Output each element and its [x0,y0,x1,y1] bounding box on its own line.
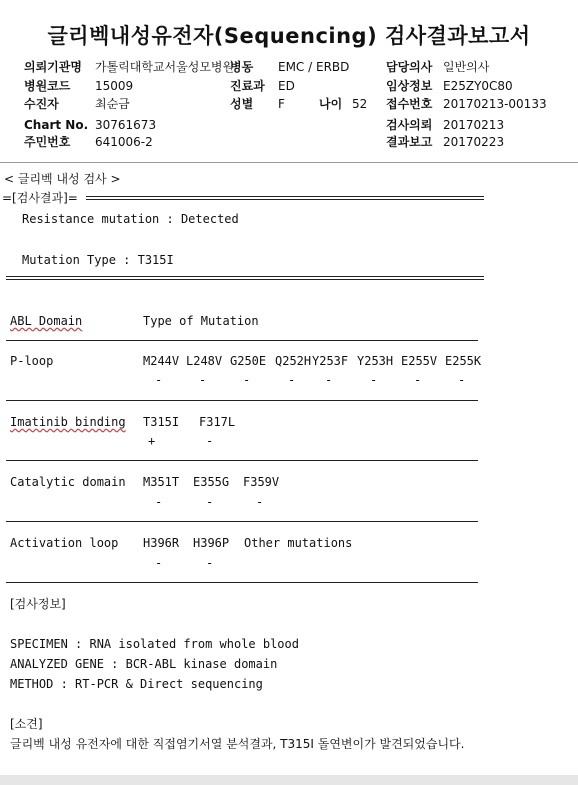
mutation-name: Other mutations [244,536,353,550]
mutation-name: F359V [243,475,280,489]
institution-value: 가톨릭대학교서울성모병원 [95,60,235,74]
receipt-label: 접수번호 [386,97,433,111]
receipt-value: 20170213-00133 [443,97,547,111]
result-header-rule [86,196,484,200]
table-rule [6,460,478,461]
chart-value: 30761673 [95,118,157,132]
mutation-name: G250E [230,354,267,368]
report-date-value: 20170223 [443,135,505,149]
mutation-name: E355G [193,475,230,489]
domain-label: Imatinib binding [10,415,126,429]
mutation-result: - [256,495,264,509]
hospital-code-label: 병원코드 [24,79,71,93]
specimen-line: SPECIMEN : RNA isolated from whole blood [10,637,299,651]
info-header: [검사정보] [10,597,66,611]
report-title: 글리벡내성유전자(Sequencing) 검사결과보고서 [47,24,531,48]
domain-label-wrap [10,415,126,429]
mutation-result: - [288,373,296,387]
method-line: METHOD : RT-PCR & Direct sequencing [10,677,263,691]
dept-label: 진료과 [230,79,265,93]
ward-label: 병동 [230,60,254,74]
mutation-result: - [414,373,422,387]
patient-label: 수진자 [24,97,59,111]
rrn-label: 주민번호 [24,135,71,149]
sex-label: 성별 [230,97,254,111]
ward-value: EMC / ERBD [278,60,350,74]
age-value: 52 [352,97,368,111]
mutation-name: M351T [143,475,180,489]
analyzed-gene-line: ANALYZED GENE : BCR-ABL kinase domain [10,657,278,671]
patient-value: 최순금 [95,97,130,111]
table-rule [6,400,478,401]
mutation-result: - [155,495,163,509]
mutation-name: Q252H [275,354,312,368]
mutation-name: M244V [143,354,180,368]
sex-value: F [278,97,285,111]
rrn-value: 641006-2 [95,135,153,149]
institution-label: 의뢰기관명 [24,60,82,74]
mutation-type-line: Mutation Type : T315I [22,253,174,267]
mutation-result: - [458,373,466,387]
domain-label: Activation loop [10,536,119,550]
hospital-code-value: 15009 [95,79,134,93]
col-type-header: Type of Mutation [143,314,259,328]
dept-value: ED [278,79,295,93]
mutation-result: - [206,495,214,509]
resistance-line: Resistance mutation : Detected [22,212,239,226]
doctor-value: 일반의사 [443,60,490,74]
chart-label: Chart No. [24,118,89,132]
mutation-result: - [370,373,378,387]
clinical-info-label: 임상정보 [386,79,433,93]
section-header: < 글리벡 내성 검사 > [4,172,121,186]
bottom-scroll-area [0,775,578,785]
age-label: 나이 [319,97,343,111]
domain-label: P-loop [10,354,54,368]
result-header: =[검사결과]= [2,191,78,205]
domain-label: Catalytic domain [10,475,126,489]
header-divider [0,162,578,163]
mutation-name: H396R [143,536,180,550]
mutation-name: H396P [193,536,230,550]
table-rule [6,340,478,341]
mutation-result: - [206,556,214,570]
mutation-name: E255V [401,354,438,368]
finding-text: 글리벡 내성 유전자에 대한 직접염기서열 분석결과, T315I 돌연변이가 발견되었습니다. [10,737,465,751]
mutation-result: - [155,556,163,570]
doctor-label: 담당의사 [386,60,433,74]
mutation-name: L248V [186,354,223,368]
mutation-result: - [243,373,251,387]
table-rule [6,521,478,522]
result-bottom-rule [6,276,484,280]
col-domain-text: ABL Domain [10,314,83,328]
mutation-result: - [199,373,207,387]
mutation-result: - [325,373,333,387]
col-domain-header [10,314,82,328]
mutation-result: + [148,434,156,448]
mutation-result: - [206,434,214,448]
mutation-name: E255K [445,354,482,368]
finding-header: [소견] [10,717,43,731]
mutation-name: Y253H [357,354,394,368]
test-request-value: 20170213 [443,118,505,132]
report-date-label: 결과보고 [386,135,433,149]
clinical-info-value: E25ZY0C80 [443,79,513,93]
mutation-result: - [155,373,163,387]
mutation-name: F317L [199,415,236,429]
mutation-name: Y253F [312,354,349,368]
mutation-name: T315I [143,415,180,429]
table-rule [6,582,478,583]
test-request-label: 검사의뢰 [386,118,433,132]
